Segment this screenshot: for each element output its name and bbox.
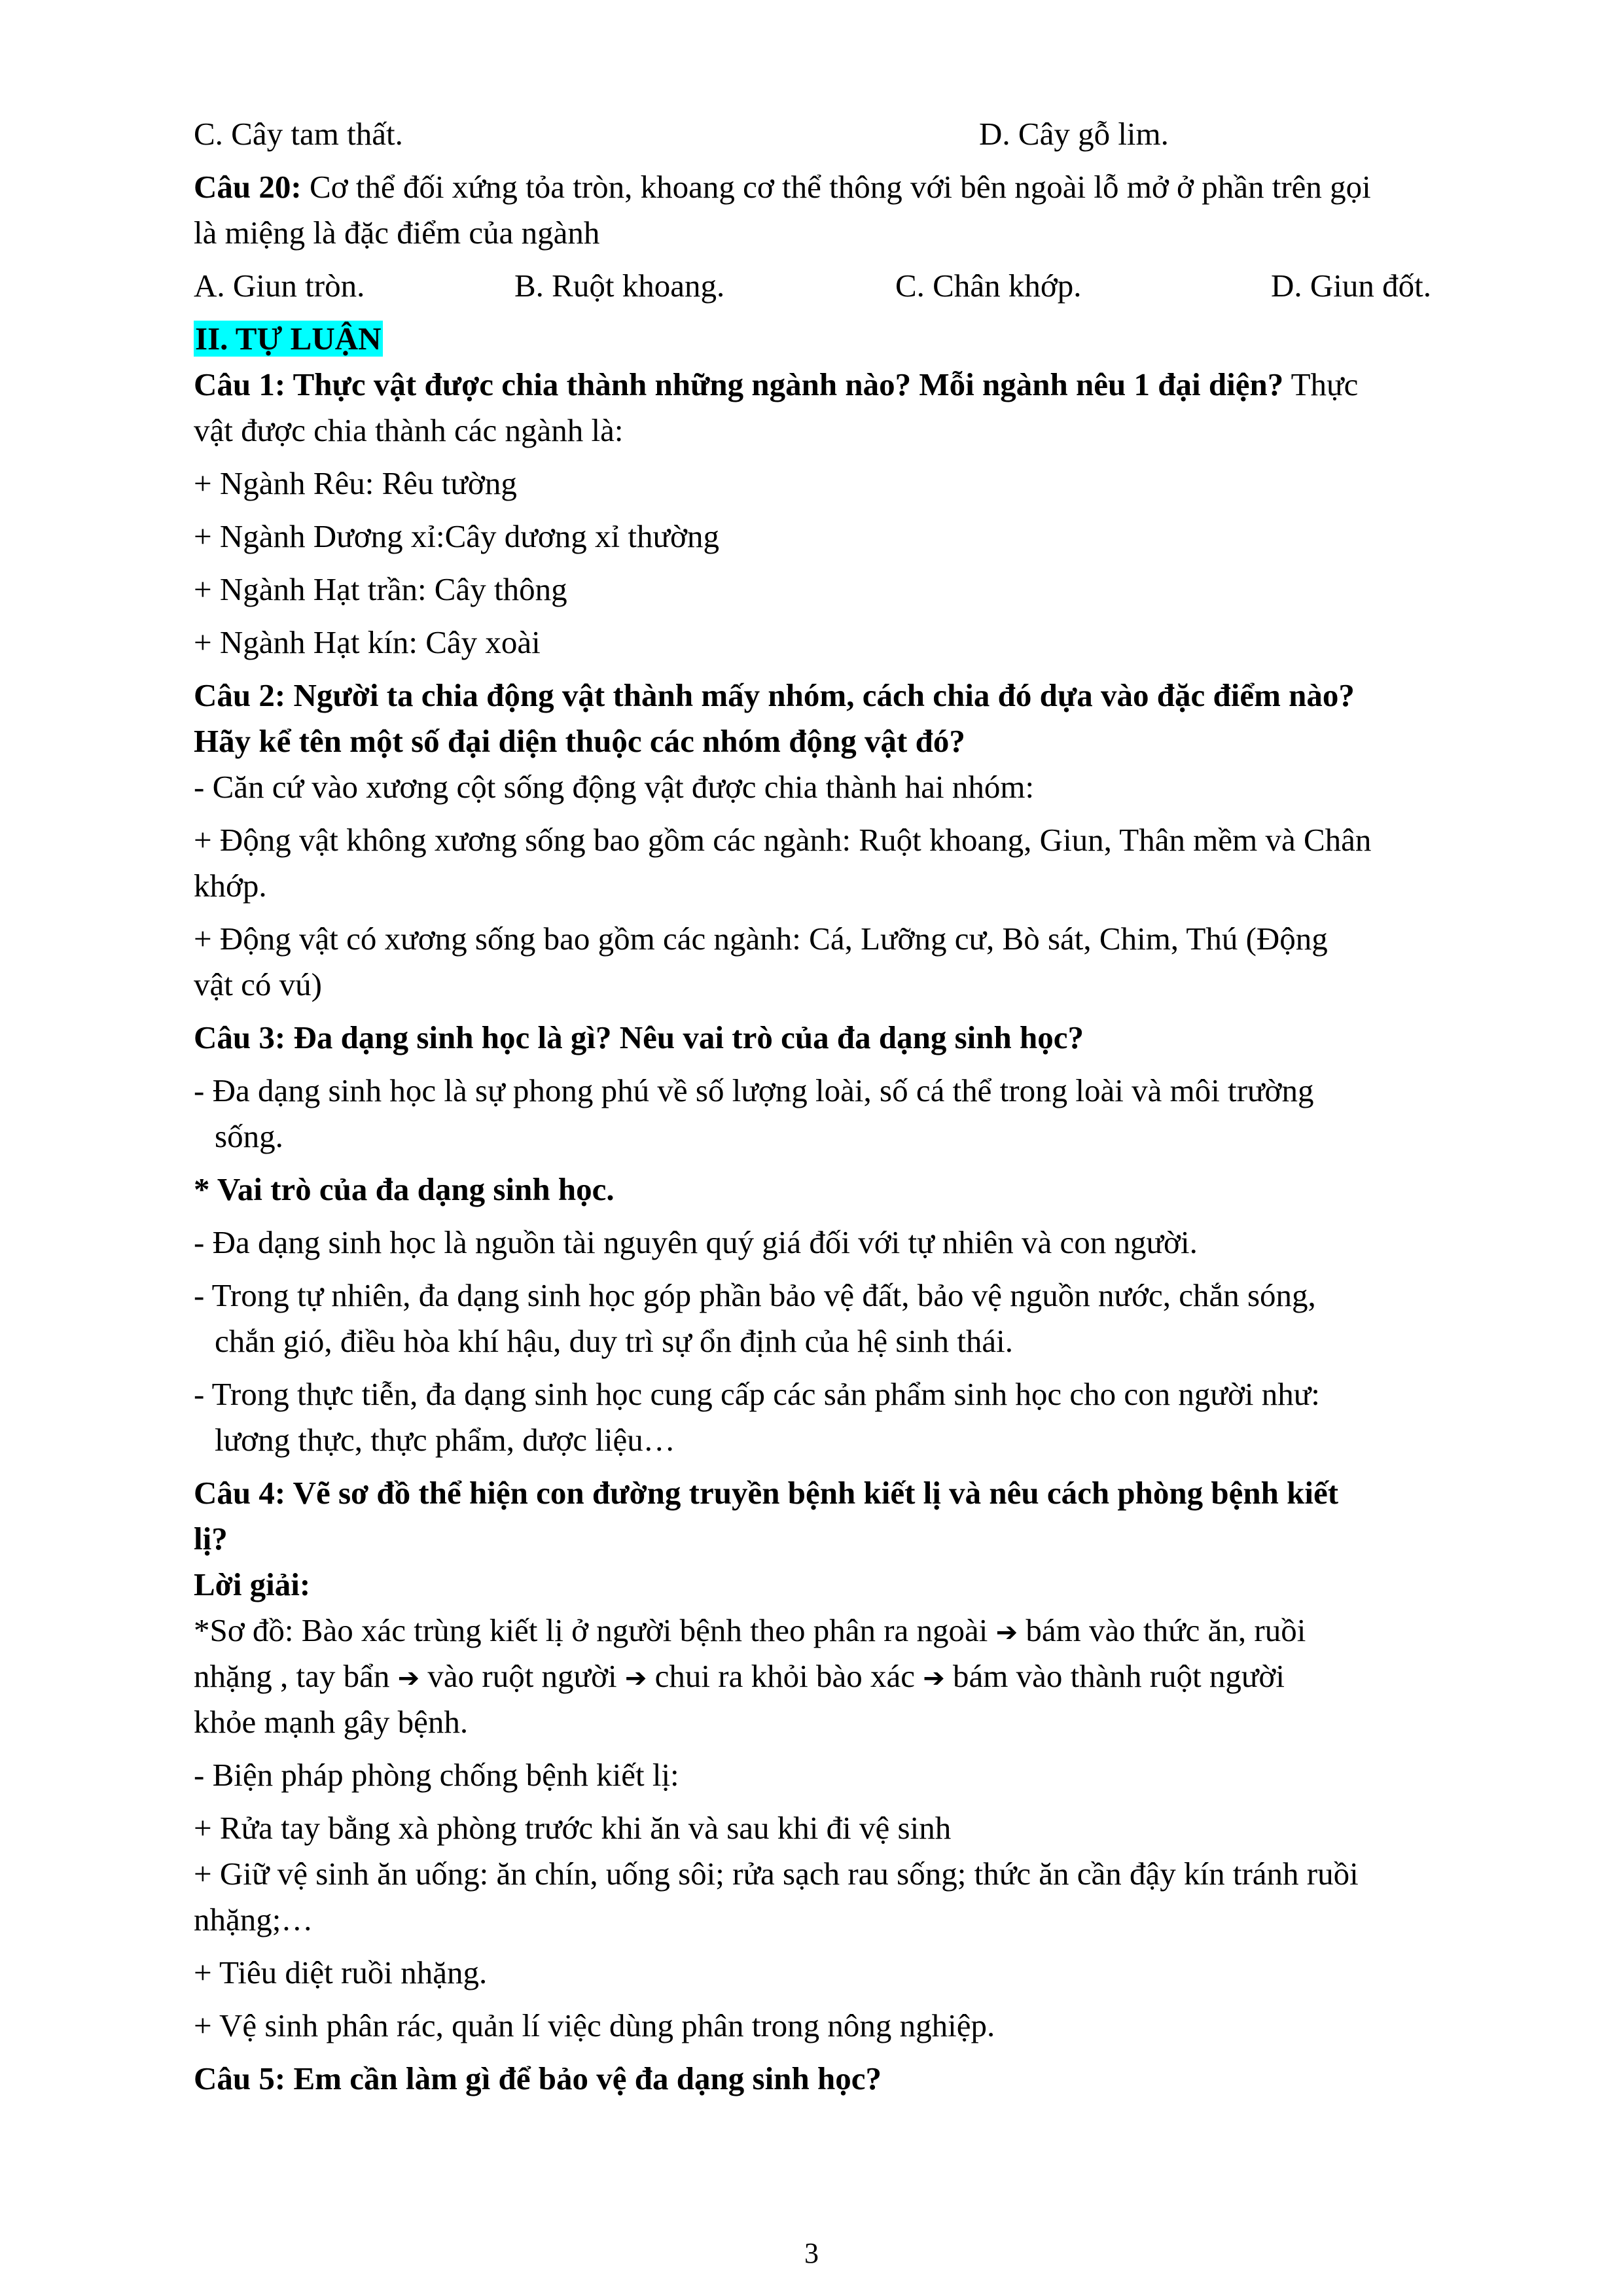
q3-definition-line2: sống. xyxy=(215,1118,283,1154)
q1-line2: vật được chia thành các ngành là: xyxy=(194,412,624,448)
arrow-right-icon: ➔ xyxy=(923,1663,945,1693)
q4-measure-3: + Tiêu diệt ruồi nhặng. xyxy=(194,1954,488,1990)
q20-text-line2: là miệng là đặc điểm của ngành xyxy=(194,215,600,251)
diagram-text-1: *Sơ đồ: Bào xác trùng kiết lị ở người bệnh theo phân ra ngoài xyxy=(194,1612,996,1648)
q1-answer-start: Thực xyxy=(1283,366,1359,402)
q1-item-3: + Ngành Hạt trần: Cây thông xyxy=(194,571,567,607)
q3-role-2-line1: - Trong tự nhiên, đa dạng sinh học góp phần bảo vệ đất, bảo vệ nguồn nước, chắn sóng, xyxy=(194,1277,1316,1313)
section-title: II. TỰ LUẬN xyxy=(195,321,382,357)
q1-item-4: + Ngành Hạt kín: Cây xoài xyxy=(194,624,541,660)
q4-measure-2-line2: nhặng;… xyxy=(194,1901,313,1937)
arrow-right-icon: ➔ xyxy=(397,1663,420,1693)
q4-diagram-line3: khỏe mạnh gây bệnh. xyxy=(194,1704,469,1740)
q2-answer-2-line1: + Động vật không xương sống bao gồm các ngành: Ruột khoang, Giun, Thân mềm và Chân xyxy=(194,822,1372,858)
q4-measure-4: + Vệ sinh phân rác, quản lí việc dùng phân trong nông nghiệp. xyxy=(194,2007,995,2043)
diagram-text-5: chui ra khỏi bào xác xyxy=(647,1658,923,1694)
page-number: 3 xyxy=(804,2237,819,2269)
q2-question-line2: Hãy kể tên một số đại diện thuộc các nhóm động vật đó? xyxy=(194,723,965,759)
q20-label: Câu 20: xyxy=(194,169,302,205)
q4-measure-1: + Rửa tay bằng xà phòng trước khi ăn và sau khi đi vệ sinh xyxy=(194,1810,952,1846)
q19-option-d: D. Cây gỗ lim. xyxy=(979,116,1169,152)
q3-role-3-line1: - Trong thực tiễn, đa dạng sinh học cung cấp các sản phẩm sinh học cho con người như: xyxy=(194,1376,1320,1412)
q4-measures-heading: - Biện pháp phòng chống bệnh kiết lị: xyxy=(194,1757,679,1793)
q4-diagram-line2 xyxy=(194,1653,1496,1699)
q20-option-a: A. Giun tròn. xyxy=(194,268,365,304)
diagram-text-2: bám vào thức ăn, ruồi xyxy=(1018,1612,1306,1648)
q1-item-2: + Ngành Dương xỉ:Cây dương xỉ thường xyxy=(194,518,719,554)
q3-role-1: - Đa dạng sinh học là nguồn tài nguyên quý giá đối với tự nhiên và con người. xyxy=(194,1224,1198,1260)
q3-definition-line1: - Đa dạng sinh học là sự phong phú về số lượng loài, số cá thể trong loài và môi trường xyxy=(194,1072,1314,1108)
q20-option-b: B. Ruột khoang. xyxy=(514,268,725,304)
q4-diagram-line1 xyxy=(194,1608,1496,1653)
q3-role-2-line2: chắn gió, điều hòa khí hậu, duy trì sự ổn định của hệ sinh thái. xyxy=(215,1323,1014,1359)
q4-question-line2: lị? xyxy=(194,1521,228,1557)
q4-measure-2-line1: + Giữ vệ sinh ăn uống: ăn chín, uống sôi; rửa sạch rau sống; thức ăn cần đậy kín tránh ruồi xyxy=(194,1856,1359,1892)
q5-question: Câu 5: Em cần làm gì để bảo vệ đa dạng sinh học? xyxy=(194,2060,882,2096)
q2-answer-3-line2: vật có vú) xyxy=(194,966,322,1002)
document-body xyxy=(194,111,1496,2102)
q3-role-3-line2: lương thực, thực phẩm, dược liệu… xyxy=(215,1422,675,1458)
q19-options-row xyxy=(194,111,1496,157)
q2-answer-2-line2: khớp. xyxy=(194,868,267,904)
q4-solution-label: Lời giải: xyxy=(194,1566,311,1602)
arrow-right-icon: ➔ xyxy=(995,1617,1018,1648)
diagram-text-6: bám vào thành ruột người xyxy=(944,1658,1285,1694)
q3-role-heading: * Vai trò của đa dạng sinh học. xyxy=(194,1171,615,1207)
q20-text-line1: Cơ thể đối xứng tỏa tròn, khoang cơ thể thông với bên ngoài lỗ mở ở phần trên gọi xyxy=(301,169,1371,205)
q4-question-line1: Câu 4: Vẽ sơ đồ thể hiện con đường truyền bệnh kiết lị và nêu cách phòng bệnh kiết xyxy=(194,1475,1339,1511)
arrow-right-icon: ➔ xyxy=(624,1663,647,1693)
q2-answer-3-line1: + Động vật có xương sống bao gồm các ngành: Cá, Lưỡng cư, Bò sát, Chim, Thú (Động xyxy=(194,921,1328,957)
q2-question-line1: Câu 2: Người ta chia động vật thành mấy nhóm, cách chia đó dựa vào đặc điểm nào? xyxy=(194,677,1355,713)
diagram-text-4: vào ruột người xyxy=(419,1658,625,1694)
q1-line1 xyxy=(194,362,1496,408)
section-heading-row xyxy=(194,316,1496,362)
q20-options-row xyxy=(194,263,1496,309)
q3-question: Câu 3: Đa dạng sinh học là gì? Nêu vai trò của đa dạng sinh học? xyxy=(194,1019,1084,1055)
diagram-text-3: nhặng , tay bẩn xyxy=(194,1658,398,1694)
q19-option-c: C. Cây tam thất. xyxy=(194,116,403,152)
q2-answer-1: - Căn cứ vào xương cột sống động vật được chia thành hai nhóm: xyxy=(194,769,1035,805)
q1-question: Câu 1: Thực vật được chia thành những ngành nào? Mỗi ngành nêu 1 đại diện? xyxy=(194,366,1284,402)
q20-option-c: C. Chân khớp. xyxy=(895,268,1082,304)
q1-item-1: + Ngành Rêu: Rêu tường xyxy=(194,465,517,501)
q20-line1 xyxy=(194,164,1496,210)
q20-option-d: D. Giun đốt. xyxy=(1271,268,1431,304)
